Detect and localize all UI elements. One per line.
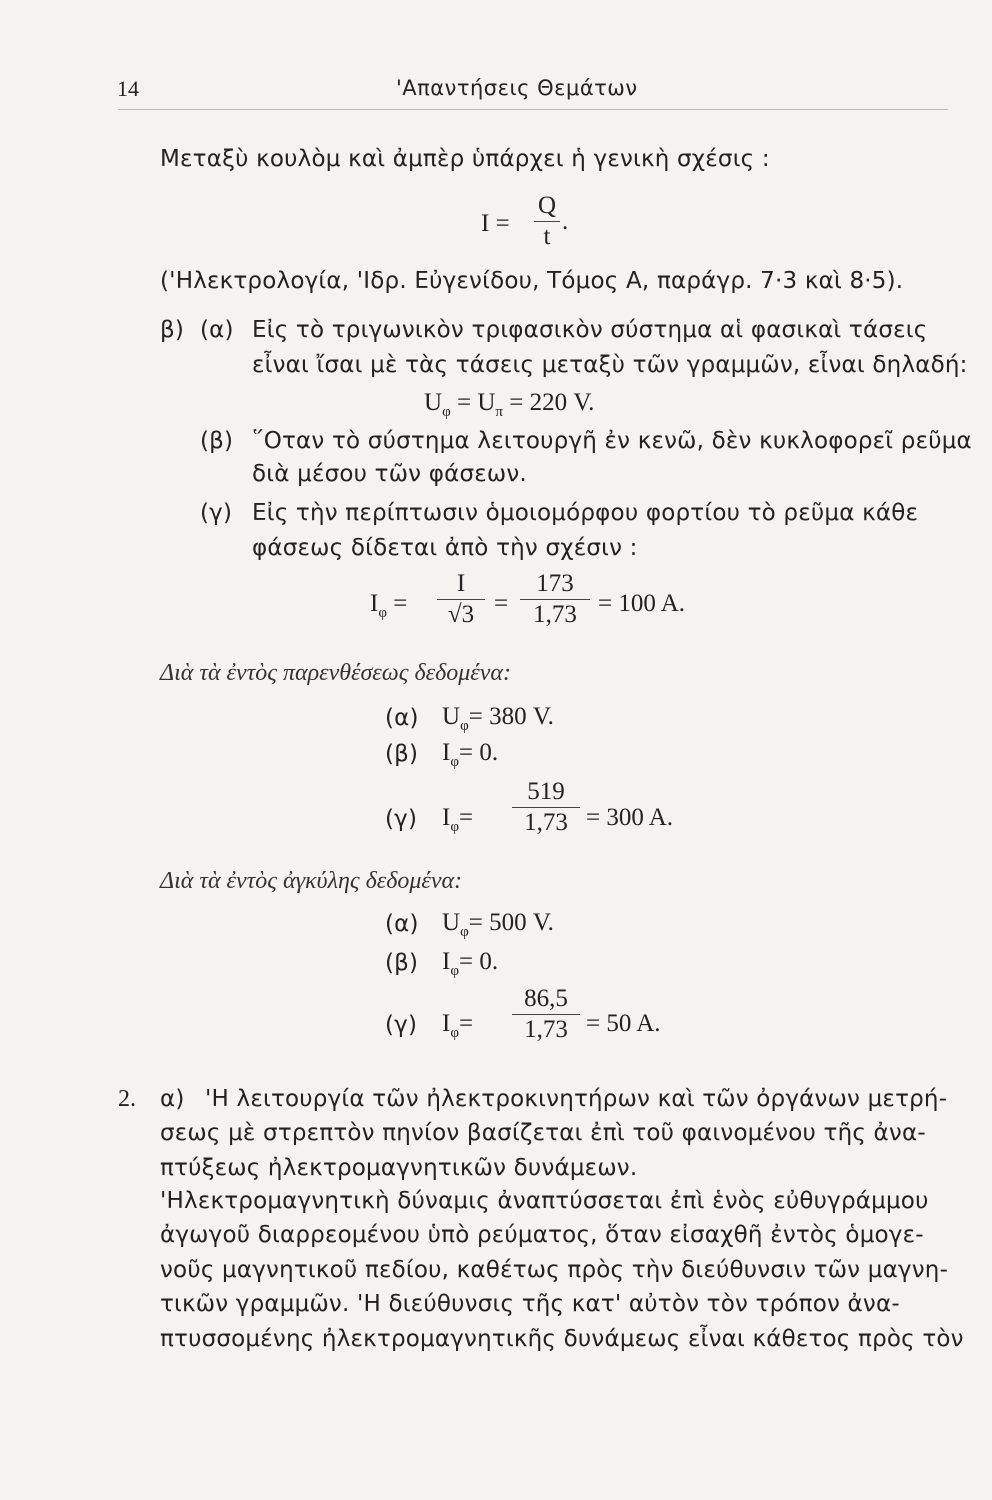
formula-i: I <box>442 739 451 766</box>
part-b-c-fraction1 <box>437 570 485 629</box>
question2-label: α) <box>160 1086 185 1112</box>
eq-sign: = <box>393 590 408 617</box>
intro-fraction <box>534 192 560 251</box>
part-b-c-line1: Εἰς τὴν περίπτωσιν ὁμοιομόρφου φορτίου τὸ ρεῦμα κάθε <box>252 500 919 526</box>
formula-sub-phi: φ <box>460 924 469 940</box>
paren-b-label: (β) <box>385 741 419 767</box>
bracket-c-label: (γ) <box>385 1012 418 1038</box>
bracket-c-lhs <box>442 1010 474 1041</box>
part-b-c-result: = 100 A. <box>598 590 686 617</box>
paren-c-result: = 300 A. <box>586 804 674 831</box>
part-b-b-line1: ῞Οταν τὸ σύστημα λειτουργῆ ἐν κενῶ, δὲν κυκλοφορεῖ ρεῦμα <box>252 428 972 454</box>
formula-u: U <box>442 703 461 730</box>
formula-end: = 0. <box>459 739 499 766</box>
paren-a-formula <box>442 703 554 734</box>
page-number: 14 <box>117 76 139 101</box>
bracket-a-label: (α) <box>385 911 419 937</box>
bracket-heading: Διὰ τὰ ἐντὸς ἀγκύλης δεδομένα: <box>160 868 463 894</box>
lhs-sub-phi: φ <box>378 605 387 621</box>
paren-a-label: (α) <box>385 705 419 731</box>
running-title: 'Απαντήσεις Θεμάτων <box>396 76 638 100</box>
q2-line3: πτύξεως ἠλεκτρομαγνητικῶν δυνάμεων. <box>160 1155 638 1181</box>
formula-end: = 500 V. <box>468 909 554 936</box>
fraction1-den: √3 <box>447 601 475 628</box>
q2-line2: σεως μὲ στρεπτὸν πηνίον βασίζεται ἐπὶ τοῦ φαινομένου τῆς ἀνα- <box>160 1120 926 1146</box>
fraction2-num: 173 <box>536 570 574 597</box>
intro-line: Μεταξὺ κουλὸμ καὶ ἀμπὲρ ὑπάρχει ἡ γενικὴ σχέσις : <box>160 146 770 172</box>
formula-mid: = U <box>456 389 496 416</box>
formula-sub-phi: φ <box>442 404 451 420</box>
fraction-num: 86,5 <box>524 985 568 1012</box>
bracket-c-fraction <box>512 985 580 1044</box>
formula-end: = 220 V. <box>509 389 595 416</box>
formula-end: = 0. <box>459 948 499 975</box>
intro-formula-end: . <box>562 208 569 235</box>
part-b-c-eq2: = <box>494 590 509 617</box>
bracket-b-label: (β) <box>385 950 419 976</box>
formula-end: = 380 V. <box>468 703 554 730</box>
fraction2-den: 1,73 <box>533 601 577 628</box>
q2-line6: νοῦς μαγνητικοῦ πεδίου, καθέτως πρὸς τὴν διεύθυνσιν τῶν μαγνη- <box>160 1257 949 1283</box>
fraction-den: 1,73 <box>524 1016 568 1043</box>
intro-fraction-num: Q <box>537 192 557 219</box>
part-b-c-lhs <box>370 590 408 621</box>
part-b-c-line2: φάσεως δίδεται ἀπὸ τὴν σχέσιν : <box>252 535 638 561</box>
intro-fraction-den: t <box>543 223 551 250</box>
q2-line5: ἀγωγοῦ διαρρεομένου ὑπὸ ρεύματος, ὅταν εἰσαχθῆ ἐντὸς ὁμογε- <box>160 1222 924 1248</box>
fraction-bar <box>512 1014 580 1015</box>
formula-sub-phi: φ <box>450 963 459 979</box>
question-number: 2. <box>118 1086 136 1112</box>
header-rule <box>118 109 948 110</box>
formula-sub-phi: φ <box>460 718 469 734</box>
eq-sign: = <box>459 1010 474 1037</box>
fraction-bar <box>437 599 485 600</box>
formula-i: I <box>442 1010 451 1037</box>
paren-c-label: (γ) <box>385 806 418 832</box>
fraction-bar <box>520 599 590 600</box>
formula-sub-phi: φ <box>450 1025 459 1041</box>
bracket-a-formula <box>442 909 554 940</box>
formula-u: U <box>442 909 461 936</box>
formula-u: U <box>424 389 443 416</box>
lhs-i: I <box>370 590 379 617</box>
intro-formula-lhs: I = <box>481 210 510 237</box>
eq-sign: = <box>459 804 474 831</box>
intro-reference: ('Ηλεκτρολογία, 'Ιδρ. Εὐγενίδου, Τόμος Α, παράγρ. 7·3 καὶ 8·5). <box>160 268 904 294</box>
formula-sub-phi: φ <box>450 819 459 835</box>
bracket-b-formula <box>442 948 499 979</box>
formula-sub-pi: π <box>495 404 503 420</box>
bracket-c-result: = 50 A. <box>586 1010 661 1037</box>
fraction-bar <box>512 807 580 808</box>
q2-line7: τικῶν γραμμῶν. 'Η διεύθυνσις τῆς κατ' αὐτὸν τὸν τρόπον ἀνα- <box>160 1291 900 1317</box>
formula-i: I <box>442 948 451 975</box>
part-b-b-label: (β) <box>200 428 234 454</box>
paren-c-fraction <box>512 778 580 837</box>
part-b-a-line2: εἶναι ἴσαι μὲ τὰς τάσεις μεταξὺ τῶν γραμμῶν, εἶναι δηλαδή: <box>252 352 968 378</box>
q2-line1: 'Η λειτουργία τῶν ἠλεκτροκινητήρων καὶ τῶν ὀργάνων μετρή- <box>205 1086 948 1112</box>
paren-b-formula <box>442 739 499 770</box>
q2-line4: 'Ηλεκτρομαγνητικὴ δύναμις ἀναπτύσσεται ἐπὶ ἑνὸς εὐθυγράμμου <box>160 1188 929 1214</box>
part-b-c-fraction2 <box>520 570 590 629</box>
part-b-c-label: (γ) <box>200 500 233 526</box>
part-b-a-label: (α) <box>200 317 234 343</box>
part-b-label: β) <box>160 317 185 343</box>
paren-heading: Διὰ τὰ ἐντὸς παρενθέσεως δεδομένα: <box>160 660 511 686</box>
part-b-a-line1: Εἰς τὸ τριγωνικὸν τριφασικὸν σύστημα αἱ φασικαὶ τάσεις <box>252 317 928 343</box>
paren-c-lhs <box>442 804 474 835</box>
part-b-a-formula <box>424 389 595 420</box>
fraction-den: 1,73 <box>524 809 568 836</box>
fraction1-num: I <box>456 570 466 597</box>
q2-line8: πτυσσομένης ἠλεκτρομαγνητικῆς δυνάμεως εἶναι κάθετος πρὸς τὸν <box>160 1326 964 1352</box>
fraction-num: 519 <box>527 778 565 805</box>
part-b-b-line2: διὰ μέσου τῶν φάσεων. <box>252 461 527 487</box>
formula-i: I <box>442 804 451 831</box>
fraction-bar <box>534 221 560 222</box>
formula-sub-phi: φ <box>450 754 459 770</box>
